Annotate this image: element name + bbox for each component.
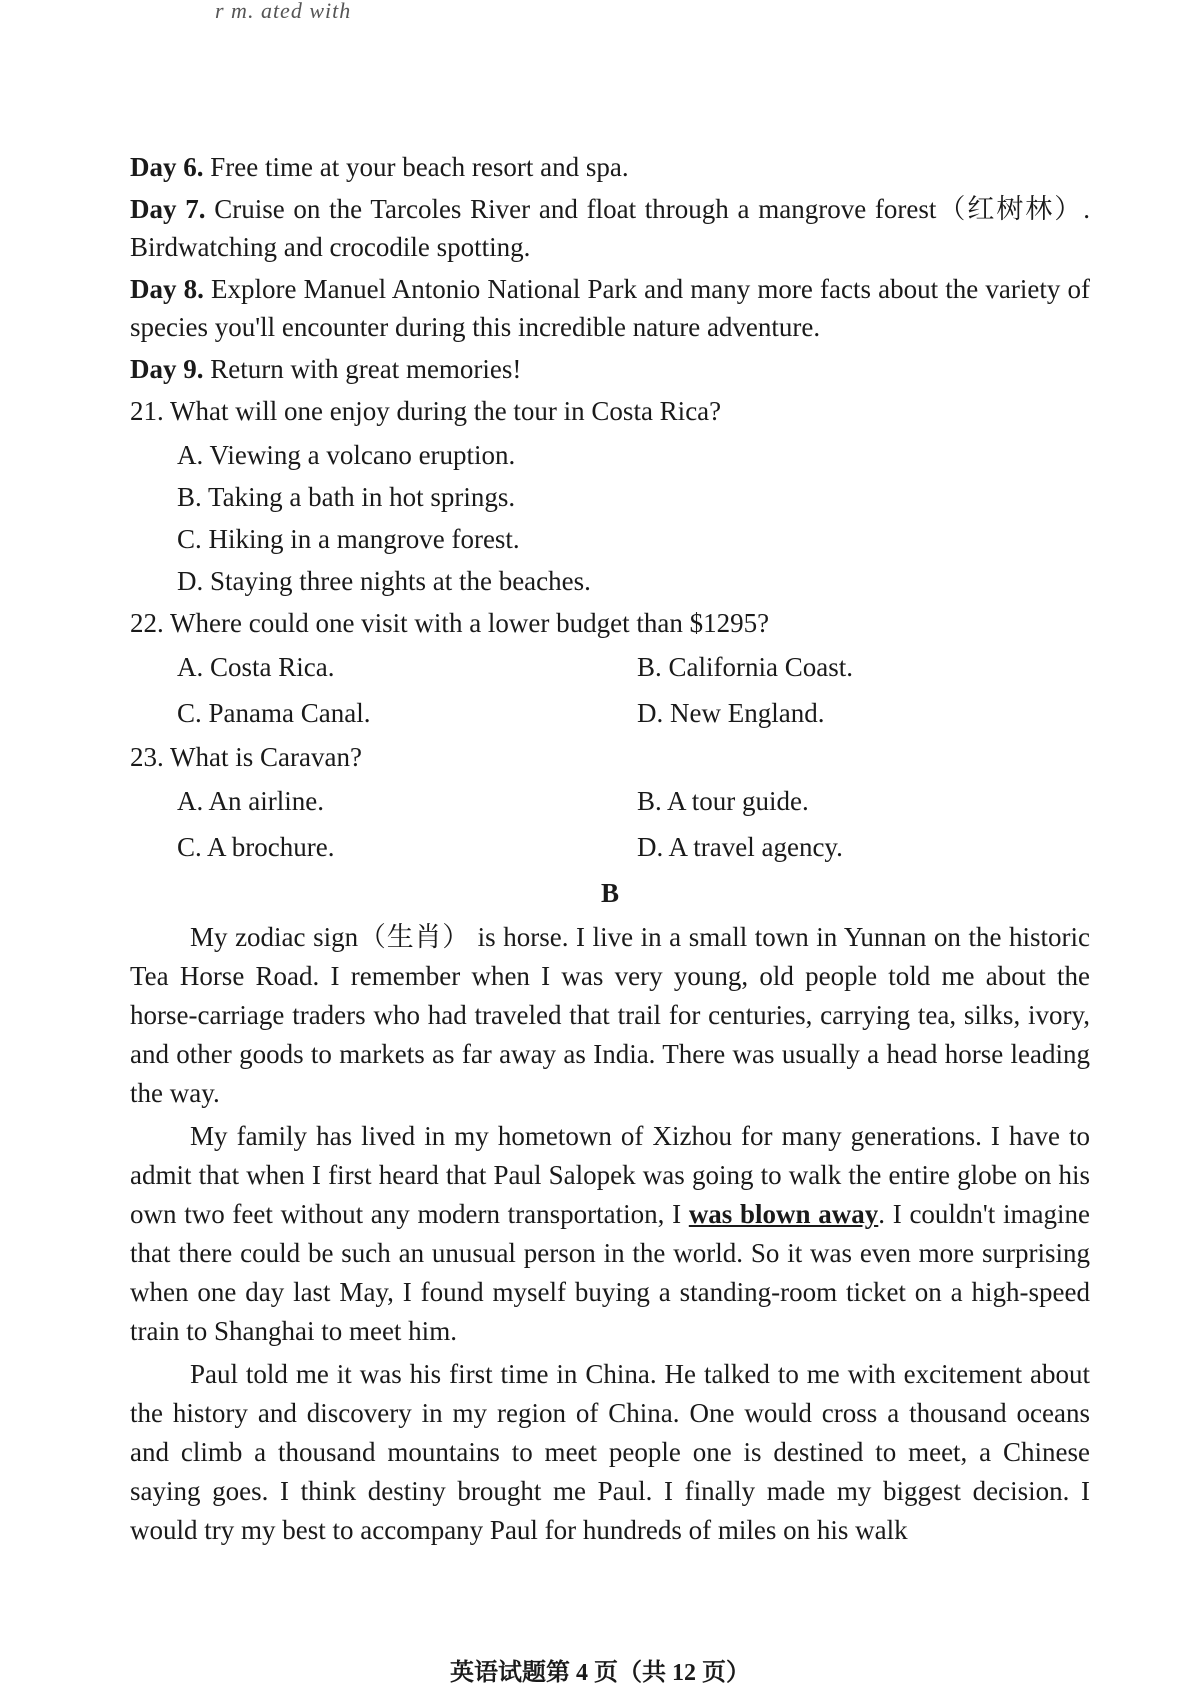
cut-off-header-text: r m. ated with: [215, 0, 352, 23]
question-stem: 23. What is Caravan?: [130, 742, 362, 772]
option-c: C. Panama Canal.: [177, 698, 371, 728]
option-grid: [177, 782, 1090, 866]
option-d: D. New England.: [637, 698, 825, 728]
question-21: [130, 392, 1090, 600]
option-a: A. Costa Rica.: [177, 652, 335, 682]
passage-paragraph-2: [130, 1117, 1090, 1351]
question-stem: 22. Where could one visit with a lower budget than $1295?: [130, 608, 770, 638]
itinerary-day-6: [130, 148, 1090, 186]
page-content: [130, 148, 1090, 1554]
itinerary-day-9: [130, 350, 1090, 388]
day-text: Return with great memories!: [203, 354, 522, 384]
option-b: B. A tour guide.: [637, 786, 809, 816]
paragraph-text: My family has lived in my hometown of Xizhou for many generations. I have to admit that when I first heard that Paul Salopek was going to walk the entire globe on his own two feet without any modern transportation, I: [130, 1121, 1090, 1229]
day-label: Day 6.: [130, 152, 204, 182]
option-b: B. Taking a bath in hot springs.: [177, 482, 516, 512]
page-footer: 英语试题第 4 页（共 12 页）: [450, 1660, 750, 1686]
paragraph-text-tail: . I couldn't imagine that there could be such an unusual person in the world. So it was even more surprising when one day last May, I found myself buying a standing-room ticket on a high-speed train to Shanghai to meet him.: [130, 1199, 1090, 1346]
option-a: A. An airline.: [177, 786, 324, 816]
day-text: Free time at your beach resort and spa.: [203, 152, 629, 182]
day-label: Day 8.: [130, 274, 204, 304]
underlined-phrase: was blown away: [688, 1199, 879, 1229]
option-c: C. A brochure.: [177, 832, 335, 862]
passage-paragraph-3: Paul told me it was his first time in China. He talked to me with excitement about the history and discovery in my region of China. One would cross a thousand oceans and climb a thousand mountains to meet people one is destined to meet, a Chinese saying goes. I think destiny brought me Paul. I finally made my biggest decision. I would try my best to accompany Paul for hundreds of miles on his walk: [130, 1359, 1090, 1545]
day-label: Day 7.: [130, 194, 206, 224]
option-b: B. California Coast.: [637, 652, 853, 682]
itinerary-day-7: [130, 190, 1090, 266]
option-a: A. Viewing a volcano eruption.: [177, 440, 516, 470]
question-stem: 21. What will one enjoy during the tour in Costa Rica?: [130, 396, 722, 426]
day-text: Explore Manuel Antonio National Park and many more facts about the variety of species you'll encounter during this incredible nature adventure.: [130, 274, 1090, 342]
day-text: Cruise on the Tarcoles River and float through a mangrove forest（红树林）. Birdwatching and crocodile spotting.: [130, 194, 1090, 262]
option-d: D. Staying three nights at the beaches.: [177, 566, 591, 596]
passage-paragraph-1: My zodiac sign（生肖） is horse. I live in a small town in Yunnan on the historic Tea Horse Road. I remember when I was very young, old people told me about the horse-carriage traders who had traveled that trail for centuries, carrying tea, silks, ivory, and other goods to markets as far away as India. There was usually a head horse leading the way.: [130, 922, 1090, 1108]
option-d: D. A travel agency.: [637, 832, 843, 862]
itinerary-day-8: [130, 270, 1090, 346]
section-heading: B: [600, 878, 619, 908]
question-22: [130, 604, 1090, 732]
option-grid: [177, 648, 1090, 732]
day-label: Day 9.: [130, 354, 204, 384]
option-list: [177, 436, 1090, 600]
option-c: C. Hiking in a mangrove forest.: [177, 524, 520, 554]
question-23: [130, 738, 1090, 866]
